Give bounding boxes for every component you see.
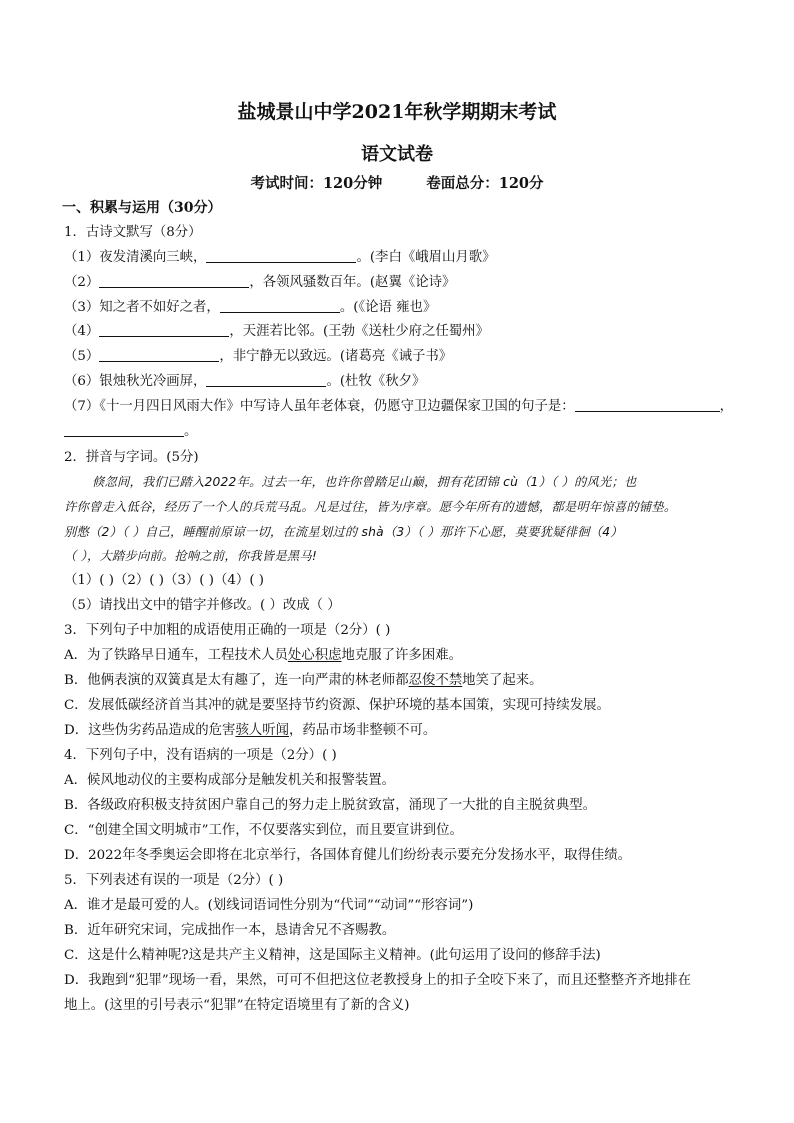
- q3-option-a: A．为了铁路早日通车，工程技术人员处心积虑地克服了许多困难。: [64, 648, 462, 663]
- idiom: 处心积虑: [287, 648, 342, 663]
- subject-title: 语文试卷: [361, 144, 433, 165]
- q4-option-b: B．各级政府积极支持贫困户靠自己的努力走上脱贫致富，涌现了一大批的自主脱贫典型。: [64, 798, 597, 813]
- passage-line: 许你曾走入低谷，经历了一个人的兵荒马乱。凡是过往，皆为序章。愿今年所有的遗憾，都是明年惊喜的铺垫。: [64, 500, 677, 514]
- q5-option-d-cont: 地上。(这里的引号表示“犯罪”在特定语境里有了新的含义): [64, 998, 410, 1013]
- answer-blank[interactable]: [220, 298, 340, 313]
- q1-item-4: （4） ，天涯若比邻。(王勃《送杜少府之任蜀州》: [64, 324, 489, 339]
- q1-item-7: （7）《十一月四日风雨大作》中写诗人虽年老体衰，仍愿守卫边疆保家卫国的句子是： ，: [64, 399, 734, 414]
- passage-line: 倏忽间，我们已踏入2022年。过去一年，也许你曾踏足山巅，拥有花团锦 cù（1）（ ）的风光；也: [92, 475, 637, 489]
- answer-blank[interactable]: [99, 322, 229, 337]
- q1-item-6: （6）银烛秋光冷画屏， 。(杜牧《秋夕》: [64, 374, 426, 389]
- q2-answers: （1）( )（2）( )（3）( )（4）( ): [64, 573, 265, 588]
- q4-option-d: D．2022年冬季奥运会即将在北京举行，各国体育健儿们纷纷表示要充分发扬水平，取得佳绩。: [64, 848, 632, 863]
- exam-info: [0, 172, 794, 193]
- answer-blank[interactable]: [64, 422, 184, 437]
- q1-item-1: （1）夜发清溪向三峡， 。(李白《峨眉山月歌》: [64, 250, 496, 265]
- q3-option-b: B．他俩表演的双簧真是太有趣了，连一向严肃的林老师都忍俊不禁地笑了起来。: [64, 673, 543, 688]
- q1-title: 1．古诗文默写（8分）: [64, 225, 202, 240]
- idiom: 骇人听闻: [235, 723, 289, 738]
- school-title: 盐城景山中学2021年秋学期期末考试: [237, 101, 557, 123]
- passage-line: 别憋（2）（ ）自己，睡醒前原谅一切，在流星划过的 shà（3）（ ）那许下心愿，莫要犹疑徘徊（4）: [64, 525, 623, 539]
- q2-typo-question: （5）请找出文中的错字并修改。( ）改成（ ）: [64, 598, 341, 613]
- total-score: 卷面总分：120分: [426, 175, 544, 192]
- q5-option-d: D．我跑到“犯罪”现场一看，果然，可可不但把这位老教授身上的扣子全咬下来了，而且还整整齐齐地排在: [64, 973, 692, 988]
- answer-blank[interactable]: [99, 347, 219, 362]
- q5-option-a: A．谁才是最可爱的人。(划线词语词性分别为“代词”“动词”“形容词”): [64, 898, 474, 913]
- q3-option-c: C．发展低碳经济首当其冲的就是要坚持节约资源、保护环境的基本国策，实现可持续发展。: [64, 698, 610, 713]
- q2-title: 2．拼音与字词。(5分): [64, 450, 199, 465]
- exam-time: 考试时间：120分钟: [250, 175, 383, 192]
- q4-option-c: C．“创建全国文明城市”工作，不仅要落实到位，而且要宣讲到位。: [64, 823, 463, 838]
- q5-option-b: B．近年研究宋词，完成拙作一本，恳请舍兄不吝赐教。: [64, 923, 396, 938]
- section-1-title: 一、积累与运用（30分）: [62, 200, 222, 216]
- q5-title: 5．下列表述有误的一项是（2分）( ): [64, 873, 284, 888]
- answer-blank[interactable]: [99, 273, 249, 288]
- q3-title: 3．下列句子中加粗的成语使用正确的一项是（2分）( ): [64, 623, 391, 638]
- q3-option-d: D．这些伪劣药品造成的危害骇人听闻，药品市场非整顿不可。: [64, 723, 437, 738]
- passage-line: （ ），大踏步向前。抢响之前，你我皆是黑马!: [64, 549, 318, 563]
- q1-item-5: （5） ，非宁静无以致远。(诸葛亮《诫子书》: [64, 349, 453, 364]
- idiom: 忍俊不禁: [408, 673, 463, 688]
- q4-option-a: A．候风地动仪的主要构成部分是触发机关和报警装置。: [64, 773, 396, 788]
- q5-option-c: C．这是什么精神呢?这是共产主义精神，这是国际主义精神。(此句运用了设问的修辞手法): [64, 948, 601, 963]
- q4-title: 4．下列句子中，没有语病的一项是（2分）( ): [64, 748, 337, 763]
- q1-item-3: （3）知之者不如好之者， 。(《论语 雍也》: [64, 300, 437, 315]
- q1-item-7-cont: 。: [64, 422, 197, 442]
- answer-blank[interactable]: [206, 372, 326, 387]
- answer-blank[interactable]: [206, 248, 356, 263]
- answer-blank[interactable]: [575, 397, 720, 412]
- q1-item-2: （2） ，各领风骚数百年。(赵翼《论诗》: [64, 275, 456, 290]
